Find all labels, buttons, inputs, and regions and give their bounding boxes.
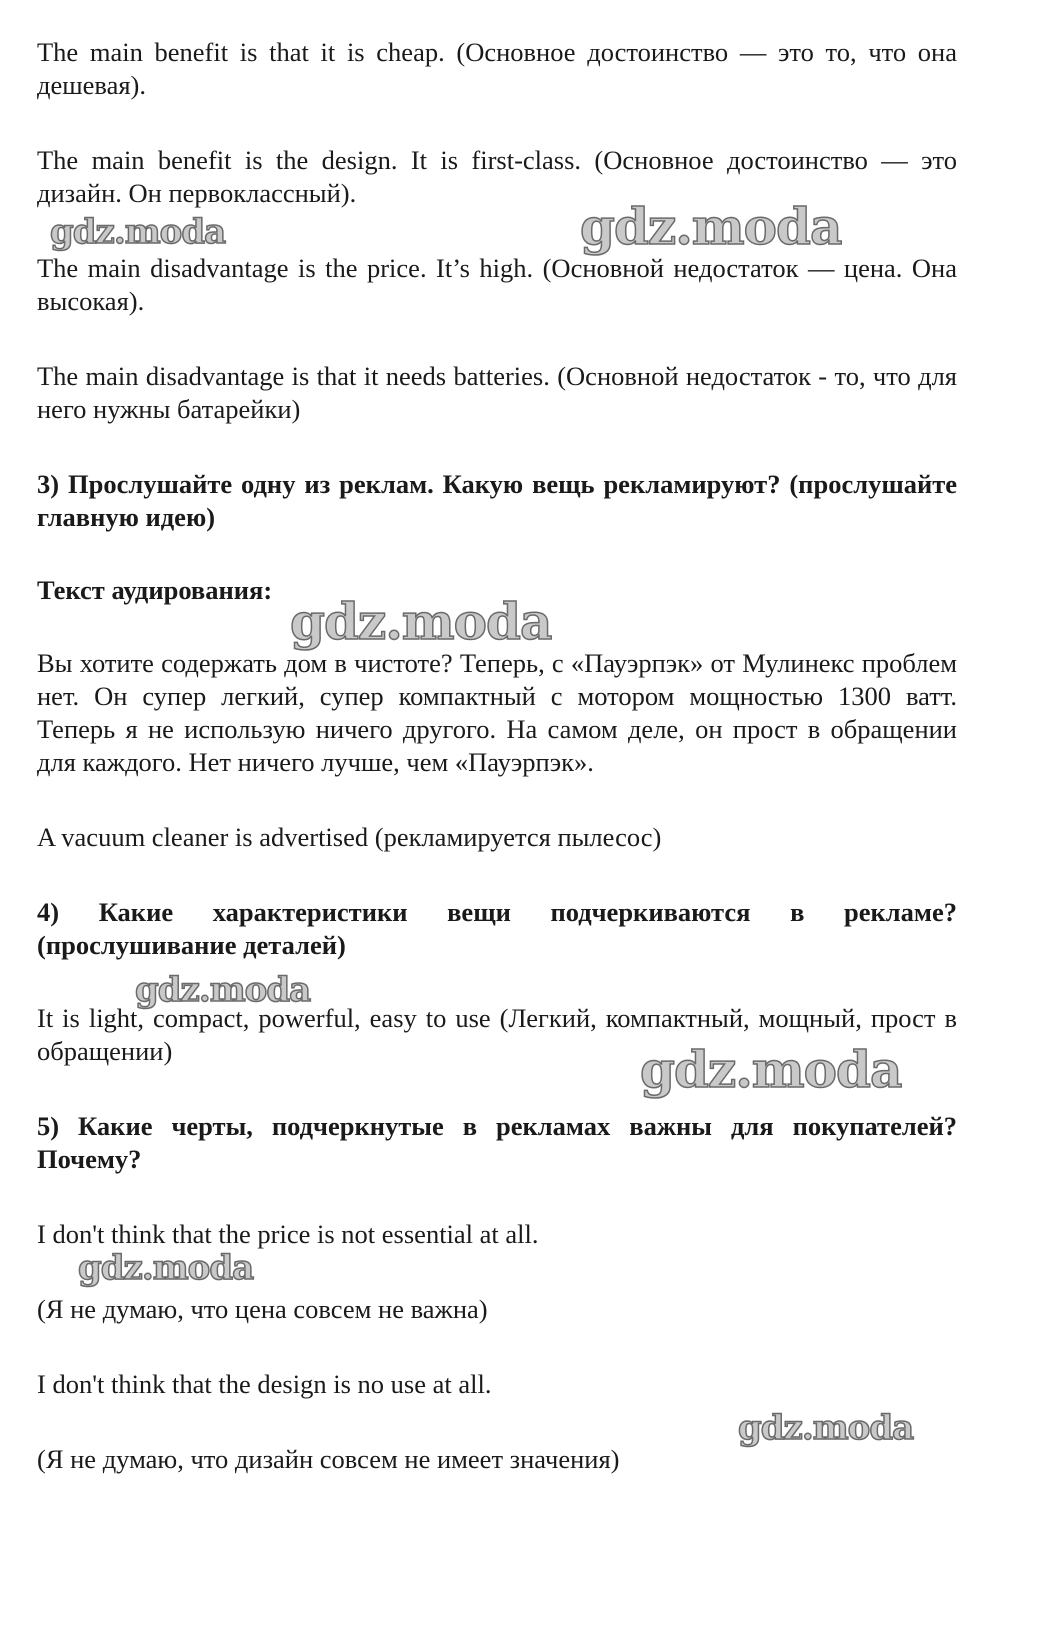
answer-price-essential: I don't think that the price is not essential at all. [37,1219,539,1249]
watermark-logo: gdz.moda [290,592,552,651]
answer-benefit-cheap: The main benefit is that it is cheap. (Основное достоинство — это то, что она дешевая). [37,37,957,100]
watermark-logo: gdz.moda [50,212,226,252]
answer-disadvantage-price: The main disadvantage is the price. It’s high. (Основной недостаток — цена. Она высокая). [37,253,957,316]
document-page [37,36,957,1476]
watermark-logo: gdz.moda [580,197,842,256]
listening-text-heading: Текст аудирования: [37,575,273,605]
answer-design-translation: (Я не думаю, что дизайн совсем не имеет значения) [37,1444,620,1474]
watermark-logo: gdz.moda [135,970,311,1010]
task-5-heading: 5) Какие черты, подчеркнутые в рекламах важны для покупателей? Почему? [37,1111,957,1174]
watermark-logo: gdz.moda [640,1040,902,1099]
answer-disadvantage-batteries: The main disadvantage is that it needs batteries. (Основной недостаток - то, что для него нужны батарейки) [37,361,957,424]
answer-characteristics: It is light, compact, powerful, easy to use (Легкий, компактный, мощный, прост в обращении) [37,1003,957,1066]
watermark-logo: gdz.moda [78,1248,254,1288]
answer-price-translation: (Я не думаю, что цена совсем не важна) [37,1294,488,1324]
task-4-heading: 4) Какие характеристики вещи подчеркиваются в рекламе? (прослушивание деталей) [37,897,957,960]
answer-benefit-design: The main benefit is the design. It is first-class. (Основное достоинство — это дизайн. Он первоклассный). [37,145,957,208]
answer-vacuum-cleaner: A vacuum cleaner is advertised (рекламируется пылесос) [37,822,662,852]
listening-text-body: Вы хотите содержать дом в чистоте? Теперь, с «Пауэрпэк» от Мулинекс проблем нет. Он супер легкий, супер компактный с мотором мощностью 1300 ватт. Теперь я не использую ничего другого. На самом деле, он прост в обращении для каждого. Нет ничего лучше, чем «Пауэрпэк». [37,648,957,777]
watermark-logo: gdz.moda [738,1408,914,1448]
task-3-heading: 3) Прослушайте одну из реклам. Какую вещь рекламируют? (прослушайте главную идею) [37,469,957,532]
answer-design-no-use: I don't think that the design is no use at all. [37,1369,492,1399]
